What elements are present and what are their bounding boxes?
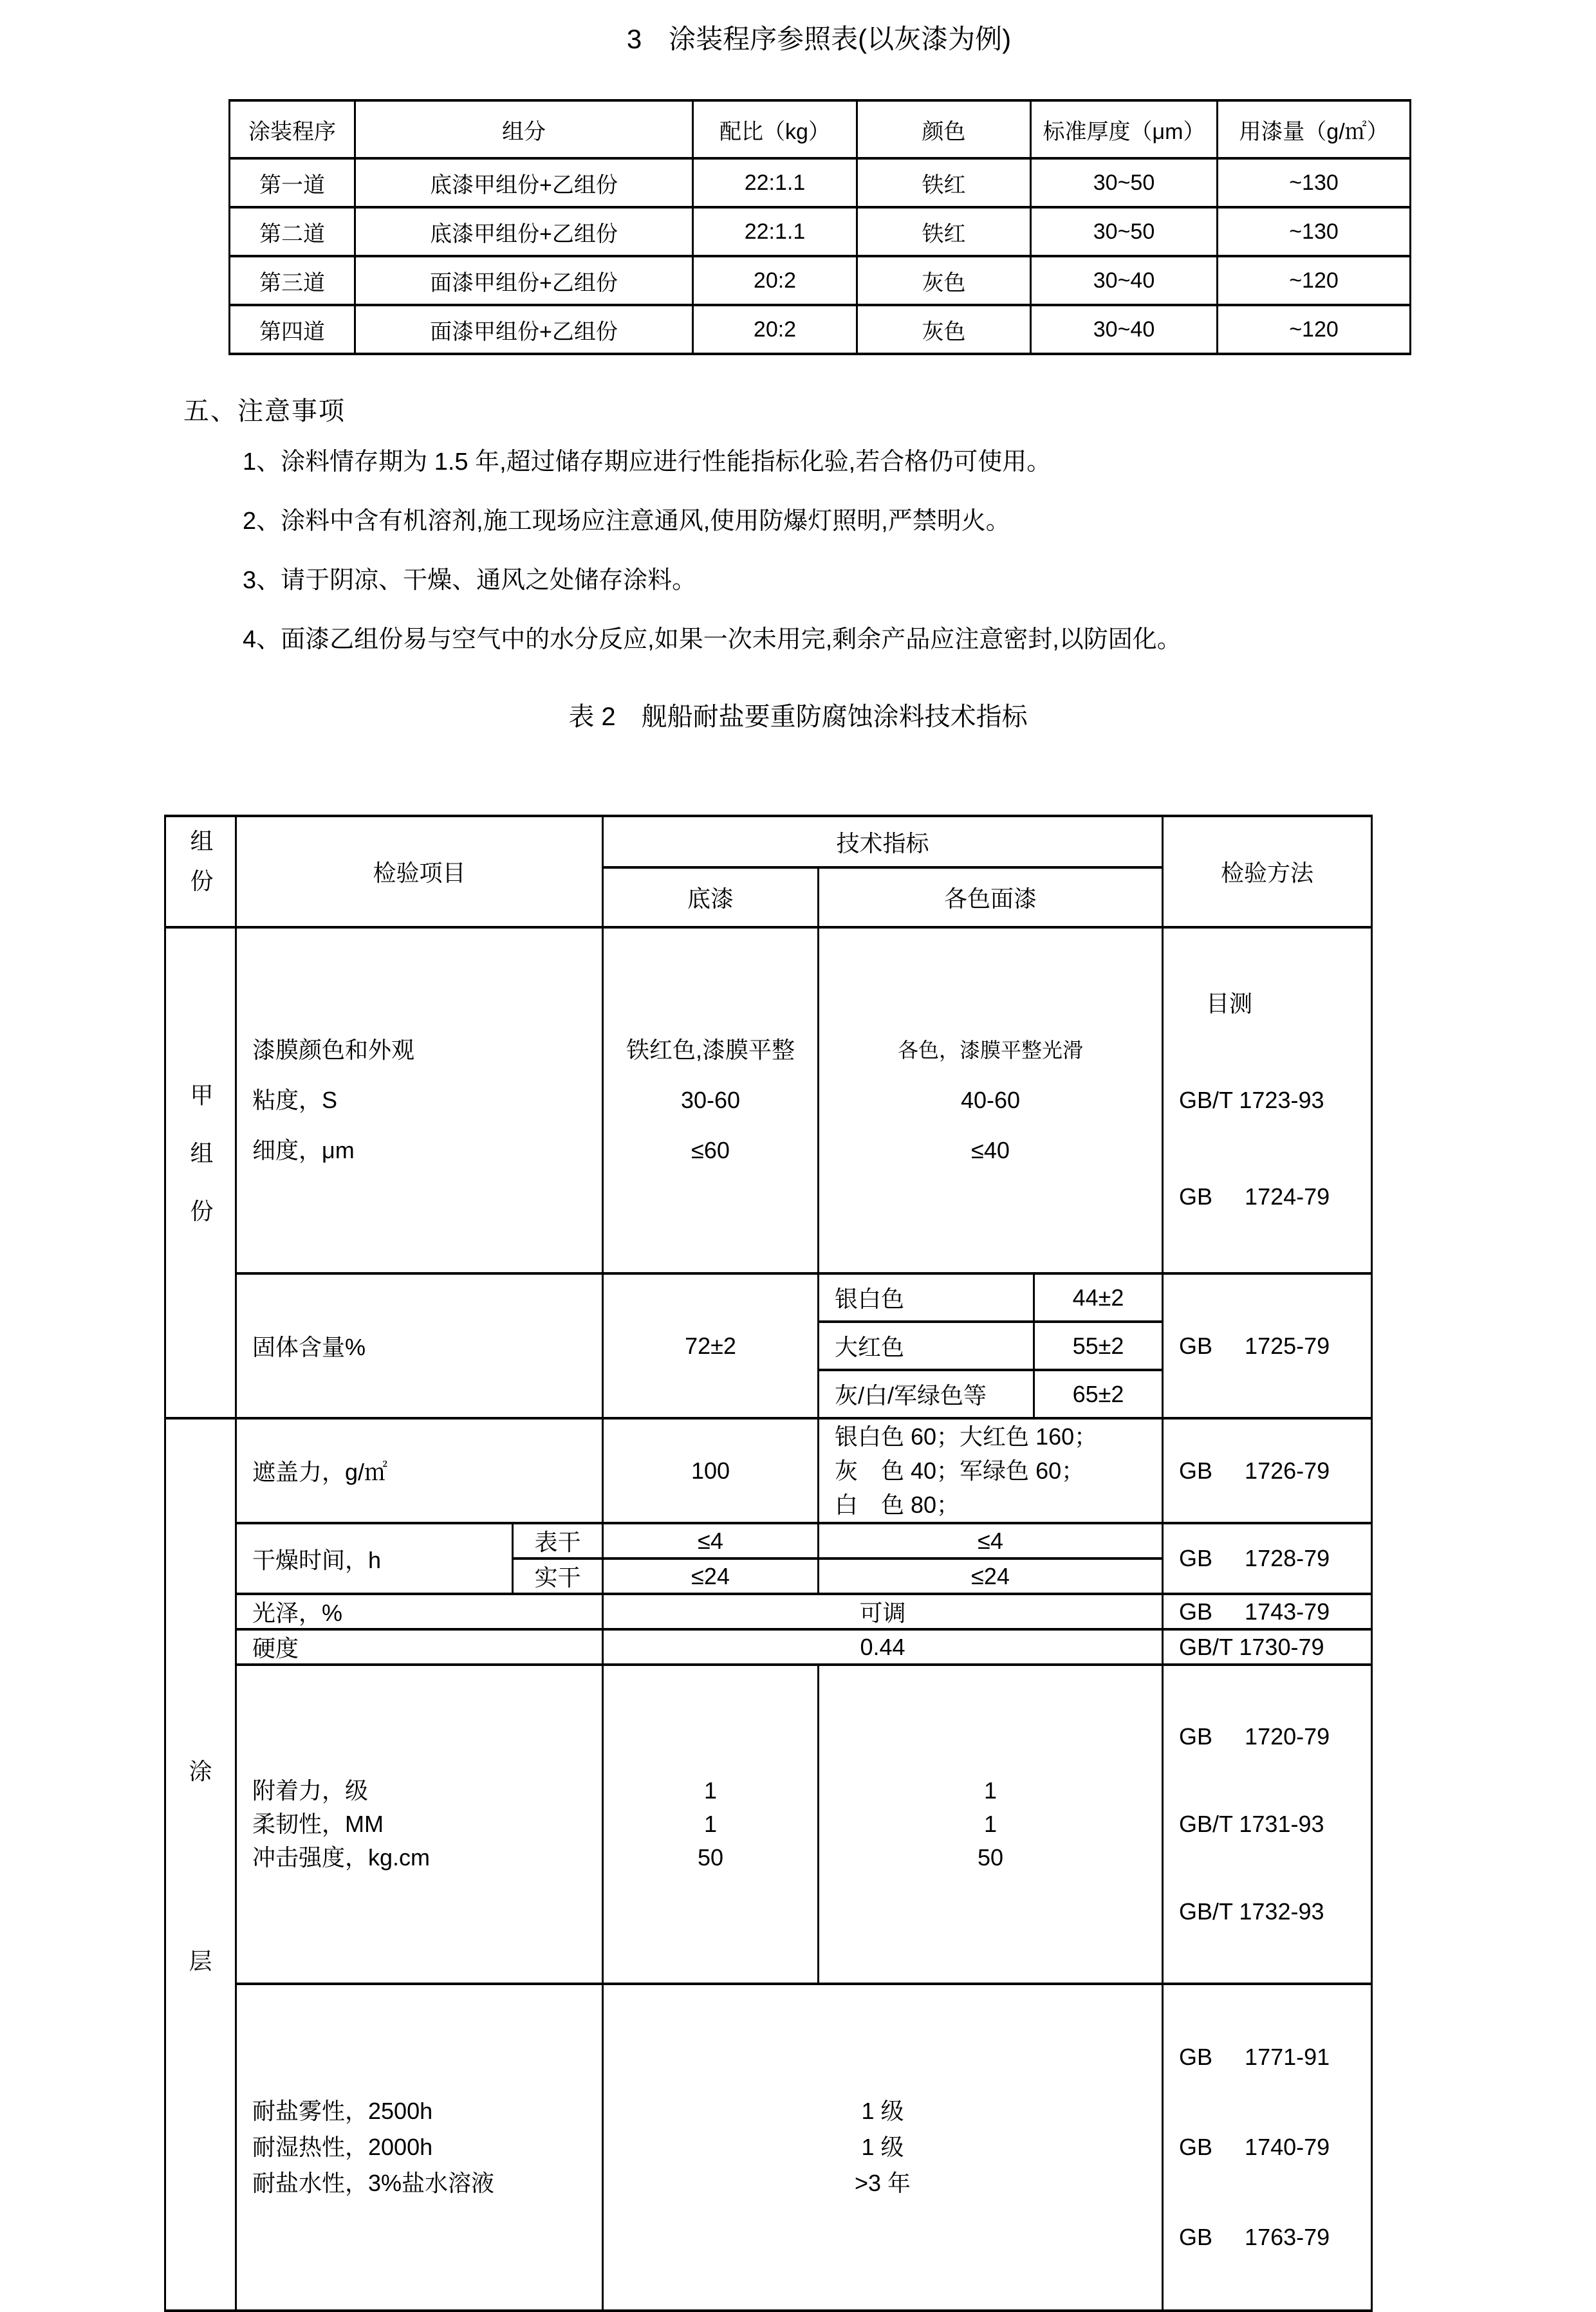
cell-film-topcoat <box>819 927 1163 1273</box>
table1-row-3 <box>230 256 1411 305</box>
cell-gloss-item: 光泽，% <box>236 1594 603 1629</box>
cell-thickness: 30~50 <box>1031 158 1218 207</box>
item-impact: 冲击强度，kg.cm <box>252 1844 431 1871</box>
cell-mech-method <box>1163 1665 1372 1984</box>
method-salt-water: GB 1763-79 <box>1179 2224 1330 2250</box>
header-topcoat: 各色面漆 <box>819 867 1163 927</box>
cell-drying-hard-label: 实干 <box>513 1558 603 1594</box>
table1-header-row <box>230 100 1411 158</box>
header-component-label: 组份 <box>187 829 214 909</box>
primer-film-color: 铁红色,漆膜平整 <box>626 1037 795 1063</box>
cell-hiding-primer: 100 <box>603 1418 819 1523</box>
cell-mech-topcoat <box>819 1665 1163 1984</box>
table2-caption: 表 2 舰船耐盐要重防腐蚀涂料技术指标 <box>568 703 1028 731</box>
row-hardness <box>165 1629 1372 1665</box>
table1-row-2 <box>230 207 1411 256</box>
cell-solids-item: 固体含量% <box>236 1273 603 1418</box>
topcoat-adhesion: 1 <box>984 1777 998 1804</box>
cell-hardness-method: GB/T 1730-79 <box>1163 1629 1372 1665</box>
cell-drying-surface-topcoat: ≤4 <box>819 1523 1163 1558</box>
method-flexibility: GB/T 1731-93 <box>1179 1811 1324 1837</box>
cell-hiding-topcoat <box>819 1418 1163 1523</box>
group-label-coating <box>165 1418 236 2311</box>
table1-header-procedure: 涂装程序 <box>230 100 355 158</box>
note-item-3: 3、请于阴凉、干燥、通风之处储存涂料。 <box>243 567 697 594</box>
table1-title: 3 涂装程序参照表(以灰漆为例) <box>626 24 1012 54</box>
cell-solids-color-2: 大红色 <box>819 1322 1034 1370</box>
table1-row-1 <box>230 158 1411 207</box>
cell-color: 灰色 <box>857 256 1031 305</box>
cell-procedure: 第一道 <box>230 158 355 207</box>
cell-drying-hard-topcoat: ≤24 <box>819 1558 1163 1594</box>
document-page <box>0 21 1596 2312</box>
cell-component: 面漆甲组份+乙组份 <box>355 256 693 305</box>
table1-header-amount: 用漆量（g/㎡） <box>1218 100 1411 158</box>
topcoat-fineness: ≤40 <box>971 1137 1010 1163</box>
row-gloss <box>165 1594 1372 1629</box>
cell-drying-surface-label: 表干 <box>513 1523 603 1558</box>
cell-amount: ~120 <box>1218 256 1411 305</box>
coating-char-upper: 涂 <box>189 1757 212 1784</box>
component-a-label: 甲组份 <box>187 1083 214 1257</box>
cell-procedure: 第三道 <box>230 256 355 305</box>
method-impact: GB/T 1732-93 <box>1179 1898 1324 1925</box>
cell-procedure: 第二道 <box>230 207 355 256</box>
method-salt-spray: GB 1771-91 <box>1179 2044 1330 2070</box>
row-solids-1 <box>165 1273 1372 1322</box>
cell-gloss-method: GB 1743-79 <box>1163 1594 1372 1629</box>
cell-film-method <box>1163 927 1372 1273</box>
row-mechanical <box>165 1665 1372 1984</box>
cell-color: 铁红 <box>857 207 1031 256</box>
cell-solids-value-1: 44±2 <box>1034 1273 1163 1322</box>
cell-color: 灰色 <box>857 305 1031 354</box>
cell-film-primer <box>603 927 819 1273</box>
row-drying-surface <box>165 1523 1372 1558</box>
cell-procedure: 第四道 <box>230 305 355 354</box>
table1-header-thickness: 标准厚度（μm） <box>1031 100 1218 158</box>
header-technical-index: 技术指标 <box>603 816 1163 867</box>
cell-hiding-method: GB 1726-79 <box>1163 1418 1372 1523</box>
method-visual: 目测 <box>1206 990 1253 1017</box>
cell-component: 底漆甲组份+乙组份 <box>355 158 693 207</box>
note-item-1: 1、涂料情存期为 1.5 年,超过储存期应进行性能指标化验,若合格仍可使用。 <box>243 449 1052 476</box>
cell-solids-color-3: 灰/白/军绿色等 <box>819 1370 1034 1418</box>
cell-thickness: 30~50 <box>1031 207 1218 256</box>
cell-resistance-methods <box>1163 1984 1372 2311</box>
table1-row-4 <box>230 305 1411 354</box>
hiding-topcoat-line-3: 白 色 80； <box>835 1492 960 1518</box>
row-resistance <box>165 1984 1372 2311</box>
table1-header-ratio: 配比（kg） <box>693 100 857 158</box>
item-flexibility: 柔韧性，MM <box>252 1811 384 1837</box>
cell-solids-value-3: 65±2 <box>1034 1370 1163 1418</box>
cell-amount: ~130 <box>1218 207 1411 256</box>
cell-drying-hard-primer: ≤24 <box>603 1558 819 1594</box>
table1-header-color: 颜色 <box>857 100 1031 158</box>
cell-film-items <box>236 927 603 1273</box>
cell-drying-item: 干燥时间，h <box>236 1523 513 1594</box>
item-film-color: 漆膜颜色和外观 <box>252 1037 415 1063</box>
cell-drying-surface-primer: ≤4 <box>603 1523 819 1558</box>
cell-gloss-value: 可调 <box>603 1594 1163 1629</box>
hiding-topcoat-line-1: 银白色 60；大红色 160； <box>835 1423 1098 1450</box>
hiding-topcoat-line-2: 灰 色 40；军绿色 60； <box>835 1457 1085 1484</box>
cell-ratio: 20:2 <box>693 305 857 354</box>
cell-component: 底漆甲组份+乙组份 <box>355 207 693 256</box>
item-viscosity: 粘度，S <box>252 1087 338 1113</box>
header-component-group <box>165 816 236 927</box>
item-damp-heat: 耐湿热性，2000h <box>252 2134 433 2160</box>
group-label-component-a <box>165 927 236 1418</box>
coating-label <box>166 1753 235 1976</box>
value-salt-water: >3 年 <box>854 2170 911 2196</box>
topcoat-film-color: 各色，漆膜平整光滑 <box>898 1039 1084 1062</box>
coating-char-lower: 层 <box>189 1947 212 1974</box>
cell-resistance-items <box>236 1984 603 2311</box>
painting-procedure-table <box>228 99 1411 355</box>
method-viscosity: GB/T 1723-93 <box>1179 1087 1324 1113</box>
cell-component: 面漆甲组份+乙组份 <box>355 305 693 354</box>
cell-hiding-item: 遮盖力，g/㎡ <box>236 1418 603 1523</box>
cell-mech-primer <box>603 1665 819 1984</box>
cell-ratio: 22:1.1 <box>693 207 857 256</box>
cell-resistance-values <box>603 1984 1163 2311</box>
row-film-properties <box>165 927 1372 1273</box>
primer-viscosity: 30-60 <box>680 1087 741 1113</box>
primer-impact: 50 <box>697 1844 724 1871</box>
cell-hardness-item: 硬度 <box>236 1629 603 1665</box>
topcoat-flexibility: 1 <box>984 1811 998 1837</box>
header-inspection-method: 检验方法 <box>1163 816 1372 927</box>
cell-ratio: 20:2 <box>693 256 857 305</box>
item-adhesion: 附着力，级 <box>252 1777 369 1804</box>
cell-ratio: 22:1.1 <box>693 158 857 207</box>
cell-solids-method: GB 1725-79 <box>1163 1273 1372 1418</box>
primer-fineness: ≤60 <box>691 1137 730 1163</box>
notes-section <box>183 390 1596 669</box>
cell-amount: ~120 <box>1218 305 1411 354</box>
primer-adhesion: 1 <box>704 1777 718 1804</box>
method-adhesion: GB 1720-79 <box>1179 1723 1330 1750</box>
method-damp-heat: GB 1740-79 <box>1179 2134 1330 2160</box>
header-inspection-item: 检验项目 <box>236 816 603 927</box>
cell-solids-value-2: 55±2 <box>1034 1322 1163 1370</box>
cell-solids-color-1: 银白色 <box>819 1273 1034 1322</box>
item-salt-water: 耐盐水性，3%盐水溶液 <box>252 2170 495 2196</box>
cell-thickness: 30~40 <box>1031 305 1218 354</box>
header-primer: 底漆 <box>603 867 819 927</box>
row-hiding-power <box>165 1418 1372 1523</box>
cell-hardness-value: 0.44 <box>603 1629 1163 1665</box>
cell-drying-method: GB 1728-79 <box>1163 1523 1372 1594</box>
cell-amount: ~130 <box>1218 158 1411 207</box>
cell-color: 铁红 <box>857 158 1031 207</box>
value-damp-heat: 1 级 <box>861 2134 904 2160</box>
primer-flexibility: 1 <box>704 1811 718 1837</box>
technical-specs-table <box>164 815 1373 2312</box>
cell-mech-items <box>236 1665 603 1984</box>
method-fineness: GB 1724-79 <box>1179 1183 1330 1210</box>
table1-header-component: 组分 <box>355 100 693 158</box>
note-item-2: 2、涂料中含有机溶剂,施工现场应注意通风,使用防爆灯照明,严禁明火。 <box>243 508 1010 535</box>
note-item-4: 4、面漆乙组份易与空气中的水分反应,如果一次未用完,剩余产品应注意密封,以防固化。 <box>243 626 1182 653</box>
table2-header-row-1 <box>165 816 1372 867</box>
cell-thickness: 30~40 <box>1031 256 1218 305</box>
topcoat-viscosity: 40-60 <box>960 1087 1021 1113</box>
item-fineness: 细度，μm <box>252 1137 355 1163</box>
topcoat-impact: 50 <box>978 1844 1004 1871</box>
notes-heading: 五、注意事项 <box>183 397 346 425</box>
item-salt-spray: 耐盐雾性，2500h <box>252 2098 433 2124</box>
value-salt-spray: 1 级 <box>861 2098 904 2124</box>
cell-solids-primer: 72±2 <box>603 1273 819 1418</box>
